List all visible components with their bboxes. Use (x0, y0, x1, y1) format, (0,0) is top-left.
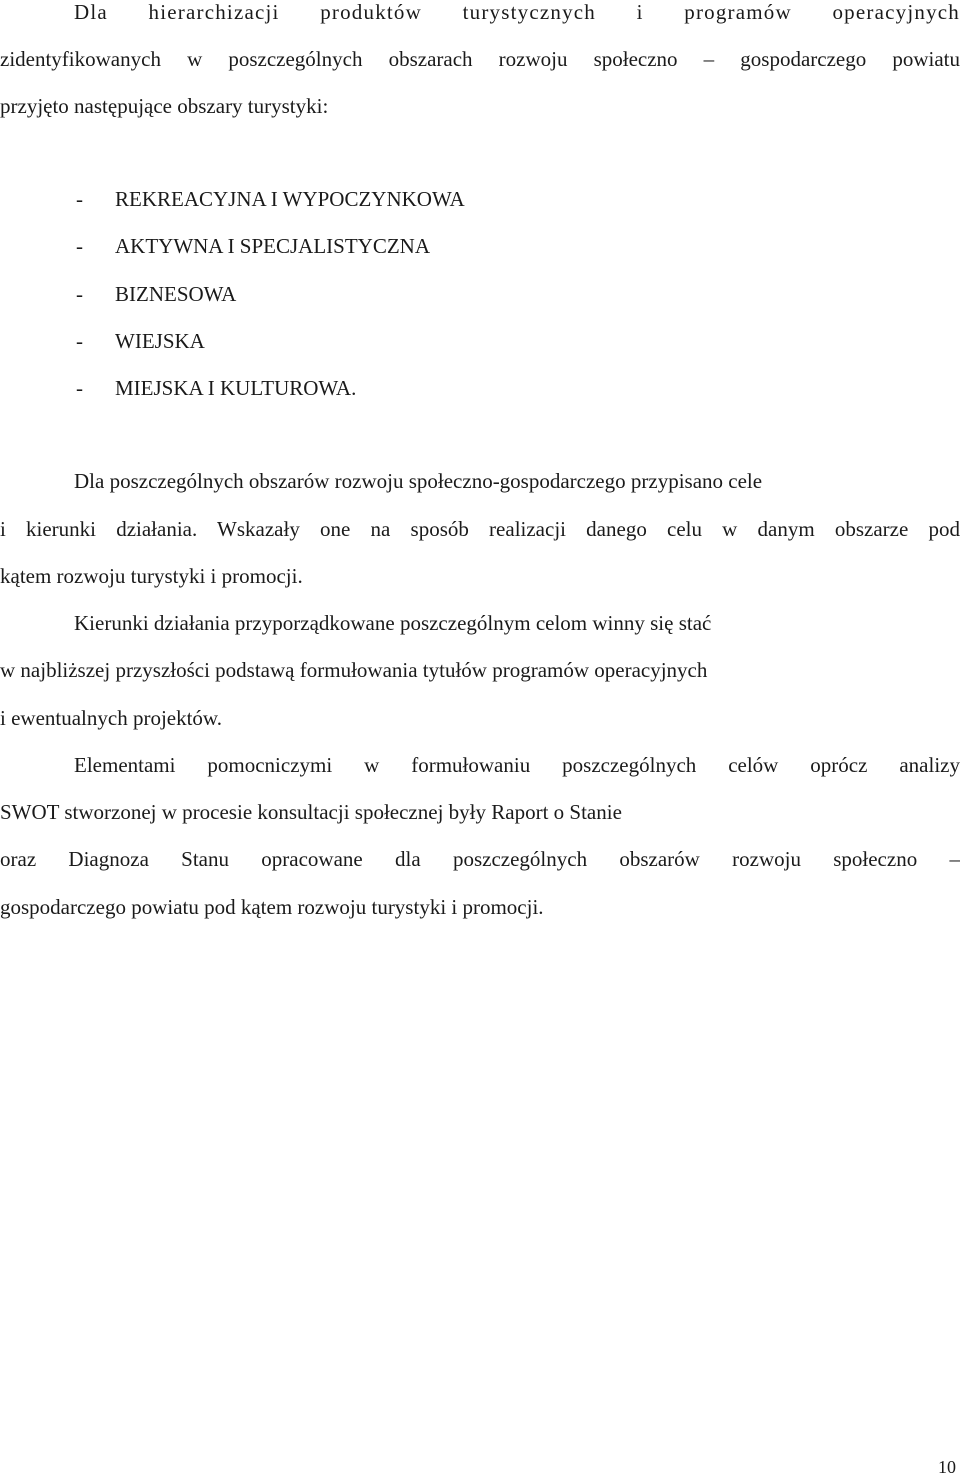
list-item-marker: - (76, 187, 83, 211)
paragraph-4-line-2: SWOT stworzonej w procesie konsultacji społecznej były Raport o Stanie (0, 800, 622, 824)
page-number: 10 (938, 1457, 956, 1477)
list-item-active: AKTYWNA I SPECJALISTYCZNA (115, 234, 430, 258)
paragraph-2-line-2: i kierunki działania. Wskazały one na sposób realizacji danego celu w danym obszarze pod (0, 517, 960, 541)
paragraph-3-line-3: i ewentualnych projektów. (0, 706, 222, 730)
paragraph-3-line-1: Kierunki działania przyporządkowane poszczególnym celom winny się stać (74, 611, 712, 635)
paragraph-2-line-1: Dla poszczególnych obszarów rozwoju społeczno-gospodarczego przypisano cele (74, 469, 763, 493)
paragraph-1-line-1: Dla hierarchizacji produktów turystycznych i programów operacyjnych (74, 0, 960, 24)
list-item-marker: - (76, 234, 83, 258)
list-item-marker: - (76, 282, 83, 306)
list-item-marker: - (76, 376, 83, 400)
list-item-marker: - (76, 329, 83, 353)
paragraph-4-line-4: gospodarczego powiatu pod kątem rozwoju turystyki i promocji. (0, 895, 544, 919)
paragraph-4-line-1: Elementami pomocniczymi w formułowaniu poszczególnych celów oprócz analizy (74, 753, 960, 777)
list-item-urban-cultural: MIEJSKA I KULTUROWA. (115, 376, 357, 400)
paragraph-4-line-3: oraz Diagnoza Stanu opracowane dla poszczególnych obszarów rozwoju społeczno – (0, 847, 960, 871)
paragraph-3-line-2: w najbliższej przyszłości podstawą formułowania tytułów programów operacyjnych (0, 658, 708, 682)
list-item-recreational: REKREACYJNA I WYPOCZYNKOWA (115, 187, 465, 211)
paragraph-1-line-2: zidentyfikowanych w poszczególnych obszarach rozwoju społeczno – gospodarczego powiatu (0, 47, 960, 71)
paragraph-2-line-3: kątem rozwoju turystyki i promocji. (0, 564, 303, 588)
list-item-rural: WIEJSKA (115, 329, 205, 353)
list-item-business: BIZNESOWA (115, 282, 237, 306)
paragraph-1-line-3: przyjęto następujące obszary turystyki: (0, 94, 329, 118)
